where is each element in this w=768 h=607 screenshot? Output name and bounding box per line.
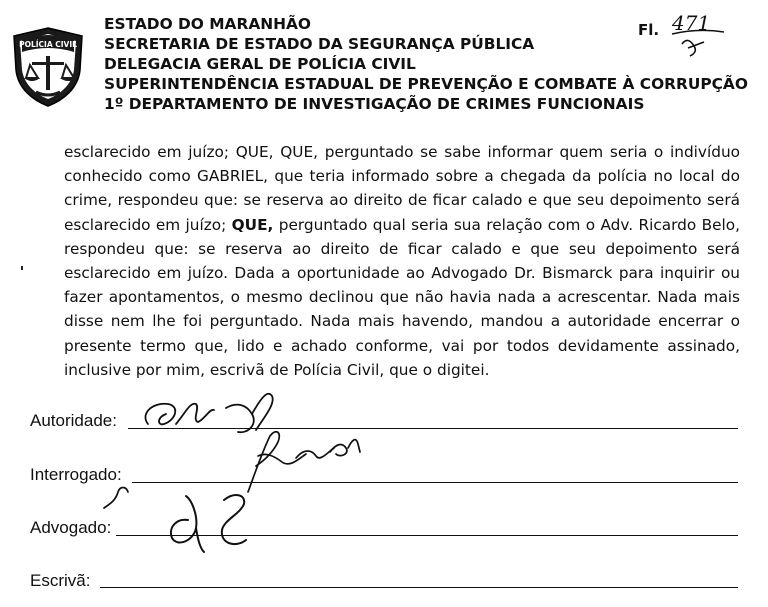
signature-line-autoridade [128, 428, 738, 429]
deposition-segment-2: perguntado qual seria sua relação com o Adv. Ricardo Belo, respondeu que: se reserva ao direito de ficar calado e que seu depoimento será esclarecido em juízo. Dada a oportunidade ao Advogado Dr. Bismarck para inquirir ou fazer apontamentos, o mesmo declinou que não havia nada a acrescentar. Nada mais disse nem lhe foi perguntado. Nada mais havendo, mandou a autoridade encerrar o presente termo que, lido e achado conforme, vai por todos devidamente assinado, inclusive por mim, escrivã de Polícia Civil, que o digitei. [64, 215, 740, 379]
header-line-state: ESTADO DO MARANHÃO [104, 15, 311, 33]
label-autoridade: Autoridade: [30, 411, 117, 430]
deposition-segment-1: esclarecido em juízo; QUE, QUE, perguntado se sabe informar quem seria o indivíduo conhecido como GABRIEL, que teria informado sobre a chegada da polícia no local do crime, respondeu que: se reserva ao direito de ficar calado e que seu depoimento será esclarecido em juízo; [64, 143, 740, 234]
header-line-superintendencia: SUPERINTENDÊNCIA ESTADUAL DE PREVENÇÃO E COMBATE À CORRUPÇÃO [104, 75, 748, 93]
deposition-bold-que: QUE, [231, 215, 274, 234]
folio-label: Fl. [638, 21, 660, 39]
header-line-secretariat: SECRETARIA DE ESTADO DA SEGURANÇA PÚBLICA [104, 35, 535, 53]
signature-line-interrogado [132, 482, 738, 483]
signature-interrogado [104, 432, 360, 508]
deposition-text [64, 140, 740, 382]
folio-handwritten-number [668, 6, 728, 62]
signature-advogado [171, 495, 246, 552]
folio-number: 471 [672, 11, 711, 35]
label-advogado: Advogado: [30, 518, 112, 537]
header-line-department: 1º DEPARTAMENTO DE INVESTIGAÇÃO DE CRIMES FUNCIONAIS [104, 95, 645, 113]
policia-civil-badge-icon [10, 26, 86, 108]
label-interrogado: Interrogado: [30, 465, 122, 484]
margin-mark [21, 266, 23, 270]
signature-line-advogado [116, 535, 738, 536]
signature-line-escriva [100, 587, 738, 588]
header-line-delegacia: DELEGACIA GERAL DE POLÍCIA CIVIL [104, 55, 416, 73]
badge-text: POLÍCIA CIVIL [19, 40, 77, 49]
label-escriva: Escrivã: [30, 571, 91, 590]
signature-autoridade [145, 394, 272, 433]
